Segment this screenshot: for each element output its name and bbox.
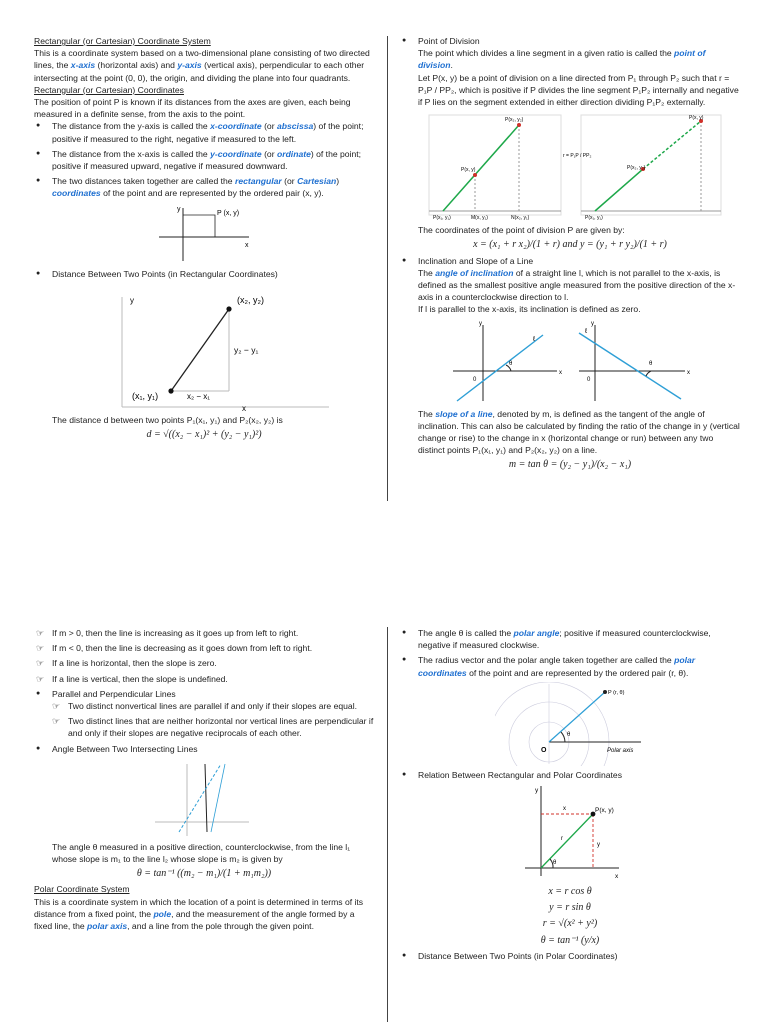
theta-label: θ (553, 860, 557, 867)
angle-arc-2 (646, 371, 651, 376)
polar-distance-list (400, 950, 740, 962)
text: , denoted by m, is defined as the tangent of the angle of inclination. This can also be calculated by finding the ratio of the change in y (vertical change or rise) to the change in x (horizontal change or run) between any two distinct points P₁(x₁, y₁) and P₂(x₂, y₂) on a line. (418, 408, 740, 456)
y-length-label: y (597, 842, 600, 849)
inclination-zero: If l is parallel to the x-axis, its inclination is defined as zero. (418, 304, 641, 315)
bullet-polar-coordinates (418, 654, 740, 678)
pod-definition (418, 47, 740, 71)
keyword-cartesian: Cartesian (297, 176, 337, 187)
text: (horizontal axis) and (95, 60, 178, 71)
x-label-2: x (687, 369, 690, 376)
relation-formula-r: r = √(x² + y²) (542, 918, 598, 930)
label-p: P(x, y) (461, 167, 476, 174)
keyword-pole: pole (153, 908, 172, 919)
radius-line (541, 814, 593, 868)
figure-rect-polar-relation (515, 784, 625, 882)
bullet-parallel-perpendicular (52, 688, 374, 740)
parallel-list (34, 688, 374, 755)
slope-undefined: ☞ If a line is vertical, then the slope is undefined. (52, 673, 374, 685)
distance-formula: d = √((x₂ − x₁)² + (y₂ − y₁)²) (146, 429, 262, 441)
keyword-y-axis: y-axis (177, 60, 202, 71)
keyword-x-coordinate: x-coordinate (210, 121, 262, 132)
grid-circle (495, 682, 609, 766)
x-axis-label: x (615, 873, 619, 881)
page-2 (0, 517, 768, 1022)
bullet-title: Point of Division (418, 36, 480, 46)
point-label: P (x, y) (217, 209, 240, 217)
y-label-1: y (479, 320, 482, 327)
text: ) of the point; positive if measured to the right, negative if measured to the left. (52, 121, 364, 144)
relation-formula-y: y = r sin θ (549, 902, 591, 914)
angle-arc (561, 732, 565, 742)
keyword-ordinate: ordinate (276, 148, 311, 159)
text: ; positive if measured counterclockwise, negative if measured clockwise. (418, 628, 711, 651)
text: ) of the point; positive if measured upward, negative if measured downward. (52, 148, 362, 172)
text: , and a line from the pole through the given point. (127, 921, 314, 932)
text: (vertical axis), perpendicular to each other intersecting at the point (0, 0), the origin, and dividing the plane into four quadrants. (34, 60, 365, 83)
relation-list (400, 769, 740, 781)
label-p-ext: P(x, y) (689, 115, 704, 122)
text: The distance from the y-axis is called the (52, 121, 211, 132)
text: . (450, 60, 453, 71)
page2-right-column (400, 517, 740, 1022)
origin-label-2: 0 (587, 376, 591, 383)
label-p1: P(x₁, y₁) (433, 215, 451, 222)
axis-label-x: x (245, 241, 249, 249)
inclination-list (400, 255, 740, 316)
text: (or (261, 121, 277, 132)
bullet-relation: ● Relation Between Rectangular and Polar Coordinates (418, 769, 740, 781)
parallel-rule: ☞ Two distinct nonvertical lines are parallel if and only if their slopes are equal. (68, 700, 374, 712)
coordinate-lines (183, 215, 215, 237)
slope-definition (418, 408, 740, 457)
heading-rect-coords: Rectangular (or Cartesian) Coordinates (34, 84, 184, 95)
bullet-point-of-division (418, 35, 740, 108)
segment-2-extended (643, 121, 701, 169)
figure-inclination (445, 319, 695, 405)
radius-vector (549, 692, 605, 742)
point-label: P(x, y) (595, 807, 614, 815)
text: of the point and are represented by the ordered pair (r, θ). (466, 667, 689, 678)
bullet-title: Inclination and Slope of a Line (418, 255, 534, 266)
label-p2: P(x₂, y₂) (505, 117, 524, 124)
text: The (418, 408, 436, 419)
keyword-polar-coordinates: polar coordinates (418, 655, 696, 678)
figure-point-of-division (415, 111, 725, 221)
figure-polar-grid (495, 682, 645, 766)
theta-label: θ (567, 731, 571, 738)
page1-left-column (34, 0, 374, 505)
slope-positive: ☞ If m > 0, then the line is increasing as it goes up from left to right. (52, 627, 374, 639)
point-p (603, 690, 607, 694)
text: The distance from the x-axis is called the (52, 148, 211, 159)
page1-right-column (400, 0, 740, 505)
slope-negative: ☞ If m < 0, then the line is decreasing as it goes down from left to right. (52, 642, 374, 654)
bullet-x-coordinate (52, 120, 374, 144)
bullet-distance-polar: ● Distance Between Two Points (in Polar Coordinates) (418, 950, 740, 962)
text: The radius vector and the polar angle taken together are called the (418, 655, 675, 666)
label-n: N(x₂, y₁) (511, 215, 530, 222)
perpendicular-rule: ☞ Two distinct lines that are neither horizontal nor vertical lines are perpendicular if and only if their slopes are negative reciprocals of each other. (68, 715, 374, 739)
point-2 (226, 306, 231, 311)
bullet-title: Parallel and Perpendicular Lines (52, 688, 176, 699)
grid-frame-2 (581, 115, 721, 215)
theta-label-2: θ (649, 360, 653, 367)
rise-label: y₂ − y₁ (234, 344, 259, 355)
point-label: P (r, θ) (608, 689, 625, 696)
point-p2-1 (517, 123, 521, 127)
relation-formula-theta: θ = tan⁻¹ (y/x) (540, 934, 600, 946)
heading-polar-system: Polar Coordinate System (34, 884, 130, 895)
coords-division-formula: x = (x₁ + r x₂)/(1 + r) and y = (y₁ + r y₂)/(1 + r) (473, 239, 667, 251)
angle-formula: θ = tan⁻¹ ((m₂ − m₁)/(1 + m₁m₂)) (136, 868, 272, 880)
label-m: M(x, y₁) (471, 215, 488, 222)
keyword-polar-angle: polar angle (513, 628, 560, 638)
text: (or (261, 148, 277, 159)
line-positive-slope (457, 335, 543, 401)
segment-2 (595, 169, 643, 211)
segment-1 (443, 125, 519, 211)
point-p-1 (473, 173, 477, 177)
keyword-slope: slope of a line (435, 408, 493, 419)
polar-bullets (400, 627, 740, 679)
y-label-2: y (591, 320, 594, 327)
coords-bullets (34, 120, 374, 199)
figure-distance-two-points (74, 283, 334, 411)
label-p1-ext: P(x₁, y₁) (585, 215, 603, 222)
axis-label-y: y (130, 295, 134, 305)
coords-division-text: The coordinates of the point of division P are given by: (418, 225, 625, 236)
text: This is a coordinate system in which the location of a point is determined in terms of its distance from a fixed point, the (34, 896, 364, 919)
column-divider (387, 627, 388, 1022)
origin-label-1: 0 (473, 376, 477, 383)
segment (171, 309, 229, 391)
keyword-x-axis: x-axis (70, 60, 96, 71)
theta-label-1: θ (509, 360, 513, 367)
bullet-y-coordinate (52, 148, 374, 172)
slope-cases-list (34, 627, 374, 685)
bullet-angle-between-lines: ● Angle Between Two Intersecting Lines (52, 743, 374, 755)
point-2-label: (x₂, y₂) (237, 294, 264, 305)
parallel-sublist (52, 700, 374, 740)
text: , and the measurement of the angle formed by a fixed line, the (34, 908, 355, 932)
distance-bullet-list (34, 268, 374, 280)
angle-text: The angle θ measured in a positive direction, counterclockwise, from the line l₁ whose slope is m₁ to the line l₂ whose slope is m₂ is given by (52, 841, 351, 865)
line-negative-slope (579, 333, 681, 399)
column-divider (387, 36, 388, 501)
line-label-2: ℓ (585, 327, 588, 335)
line-label-1: ℓ (533, 335, 536, 343)
keyword-y-coordinate: y-coordinate (210, 148, 262, 159)
r-label: r (561, 836, 563, 843)
keyword-abscissa: abscissa (276, 121, 314, 132)
polar-definition (34, 896, 374, 933)
heading-rect-system: Rectangular (or Cartesian) Coordinate System (34, 36, 211, 46)
point-1 (168, 388, 173, 393)
figure-point-p (149, 203, 259, 265)
slope-formula: m = tan θ = (y₂ − y₁)/(x₂ − x₁) (508, 459, 632, 471)
position-paragraph: The position of point P is known if its distances from the axes are given, each being measured in a definite sense, from the axis to the point. (34, 97, 351, 120)
grid-frame-1 (429, 115, 561, 215)
polar-axis-label: Polar axis (607, 747, 634, 754)
point-division-list (400, 35, 740, 108)
text: ) (336, 176, 340, 187)
text: of a straight line l, which is not parallel to the x-axis, is defined as the smallest positive angle measured from the positive direction of the x-axis in a counterclockwise direction to l. (418, 267, 736, 303)
keyword-angle-of-inclination: angle of inclination (435, 267, 514, 278)
point-1-label: (x₁, y₁) (132, 390, 159, 401)
keyword-polar-axis: polar axis (87, 921, 128, 932)
text: This is a coordinate system based on a two-dimensional plane consisting of two directed lines, the (34, 48, 370, 71)
text: (or (281, 176, 298, 187)
text: The two distances taken together are called the (52, 176, 235, 187)
y-axis-label: y (535, 787, 539, 795)
axis-label-x: x (242, 403, 246, 411)
distance-text: The distance d between two points P₁(x₁, y₁) and P₂(x₂, y₂) is (52, 414, 283, 425)
text: The point which divides a line segment in a given ratio is called the (418, 48, 675, 59)
keyword-coordinates: coordinates (52, 188, 101, 199)
text: of the point and are represented by the ordered pair (x, y). (100, 188, 324, 199)
keyword-point-of-division: point of division (418, 48, 706, 71)
page2-left-column (34, 517, 374, 1022)
text: The (418, 267, 436, 278)
pole-label: O (541, 746, 547, 754)
label-ratio: r = P₁P / PP₂ (563, 153, 592, 160)
inclination-definition (418, 267, 740, 304)
page-1 (0, 0, 768, 505)
x-length-label: x (563, 806, 566, 813)
label-p2-ext: P(x₂, y₂) (627, 165, 646, 172)
run-label: x₂ − x₁ (187, 391, 210, 401)
axis-label-y: y (177, 205, 181, 213)
bullet-polar-angle (418, 627, 740, 651)
keyword-rectangular: rectangular (234, 176, 282, 187)
slope-zero: ☞ If a line is horizontal, then the slope is zero. (52, 657, 374, 669)
relation-formula-x: x = r cos θ (548, 886, 592, 898)
text: The angle θ is called the (418, 628, 514, 638)
intro-paragraph (34, 47, 374, 84)
figure-angle-between-lines (149, 758, 259, 838)
x-label-1: x (559, 369, 562, 376)
pod-explanation: Let P(x, y) be a point of division on a line directed from P₁ through P₂ such that r = P₁P / PP₂, which is positive if P divides the line segment P₁P₂ internally and negative if P lies on the segment extended in either direction dividing P₁P₂ externally. (418, 72, 739, 108)
bullet-inclination (418, 255, 740, 316)
bullet-distance-rect: ● Distance Between Two Points (in Rectangular Coordinates) (52, 268, 374, 280)
bullet-rectangular-coordinates (52, 175, 374, 199)
